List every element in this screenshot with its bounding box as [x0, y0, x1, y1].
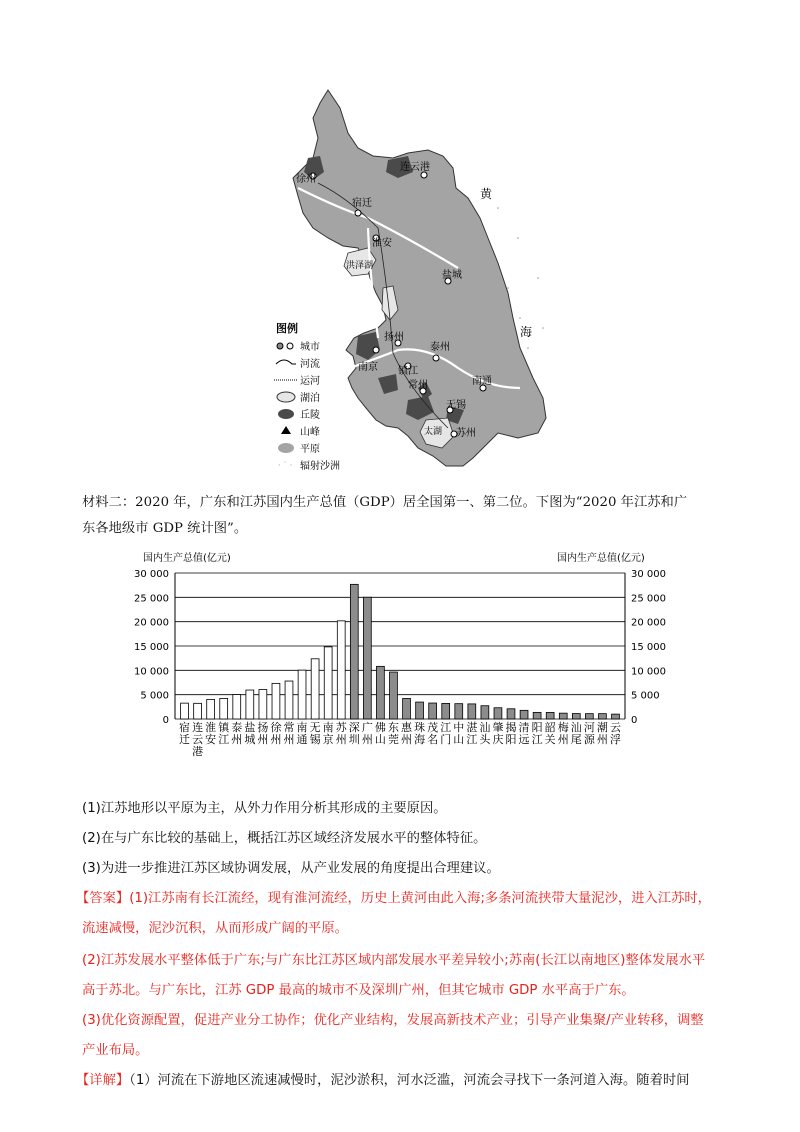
sandbar-legend-icon: · ˙ · — [278, 461, 293, 470]
x-tick-镇江: 镇江 — [218, 721, 230, 746]
legend-peak: 山峰 — [300, 427, 320, 438]
map-label-wuxi: 无锡 — [446, 400, 466, 411]
bar-苏州 — [337, 621, 345, 719]
y-axis-label-left: 国内生产总值(亿元) — [143, 553, 231, 564]
bar-镇江 — [220, 698, 228, 719]
material2-line2: 东各地级市 GDP 统计图”。 — [82, 521, 248, 536]
x-tick-苏州: 苏州 — [335, 721, 347, 746]
bar-深圳 — [350, 584, 358, 719]
bar-泰州 — [233, 695, 241, 719]
map-label-huaian: 淮安 — [372, 238, 392, 249]
bar-常州 — [285, 681, 293, 719]
x-tick-深圳: 深圳 — [348, 721, 360, 746]
x-tick-汕尾: 汕尾 — [570, 721, 582, 746]
chart-grid — [175, 573, 625, 719]
bar-江门 — [442, 703, 450, 719]
x-tick-扬州: 扬州 — [257, 721, 269, 746]
plain-legend-icon — [278, 443, 294, 453]
bar-广州 — [363, 597, 371, 719]
material2-line1: 材料二：2020 年，广东和江苏国内生产总值（GDP）居全国第一、第二位。下图为“2020 年江苏和广 — [82, 495, 688, 510]
x-tick-揭阳: 揭阳 — [505, 721, 517, 746]
map-label-huang: 黄 — [480, 187, 493, 201]
x-tick-清远: 清远 — [518, 721, 530, 746]
bar-东莞 — [390, 672, 398, 719]
bar-佛山 — [376, 666, 384, 719]
answer-tag: 【答案】 — [76, 891, 130, 906]
map-label-suqian: 宿迁 — [352, 198, 372, 209]
lake-legend-icon — [277, 392, 295, 402]
bar-盐城 — [246, 690, 254, 719]
bar-中山 — [455, 704, 463, 719]
y-tick-right: 10 000 — [631, 666, 666, 678]
answer-2-part2: 高于苏北。与广东比，江苏 GDP 最高的城市不及深圳广州，但其它城市 GDP 水平高于广东。 — [82, 983, 635, 998]
x-tick-盐城: 盐城 — [244, 721, 256, 746]
map-label-yancheng: 盐城 — [442, 270, 462, 281]
legend-lake: 湖泊 — [300, 393, 320, 404]
question-3: (3)为进一步推进江苏区域协调发展，从产业发展的角度提出合理建议。 — [82, 861, 500, 876]
map-label-zhenjiang: 镇江 — [398, 366, 418, 377]
x-tick-惠州: 惠州 — [401, 721, 413, 746]
y-tick-left: 10 000 — [134, 666, 169, 678]
city-legend-icon — [277, 343, 283, 349]
map-label-nanjing: 南京 — [358, 362, 378, 373]
x-tick-徐州: 徐州 — [270, 721, 282, 746]
y-tick-right: 5 000 — [631, 690, 660, 702]
x-tick-茂名: 茂名 — [427, 721, 439, 746]
bar-南京 — [324, 647, 332, 719]
bar-清远 — [520, 710, 528, 719]
chart-bars — [181, 584, 620, 719]
x-tick-无锡: 无锡 — [309, 721, 321, 746]
bar-扬州 — [259, 690, 267, 719]
x-tick-南通: 南通 — [296, 721, 308, 746]
x-tick-南京: 南京 — [322, 721, 334, 746]
map-label-taihu: 太湖 — [424, 427, 443, 437]
bar-宿迁 — [181, 703, 189, 719]
x-tick-潮州: 潮州 — [596, 721, 608, 746]
x-tick-韶关: 韶关 — [544, 721, 556, 746]
map-label-hai: 海 — [520, 325, 533, 339]
x-tick-连云港: 连云港 — [192, 721, 204, 758]
y-tick-right: 30 000 — [631, 569, 666, 580]
bar-湛江 — [468, 704, 476, 719]
legend-hill: 丘陵 — [300, 410, 320, 421]
x-tick-阳江: 阳江 — [531, 721, 543, 746]
legend-plain: 平原 — [300, 444, 320, 455]
legend-canal: 运河 — [300, 376, 320, 387]
y-tick-right: 0 — [631, 715, 638, 726]
legend-title: 图例 — [276, 322, 298, 335]
map-label-xuzhou: 徐州 — [296, 174, 316, 185]
bar-肇庆 — [494, 708, 502, 719]
x-tick-常州: 常州 — [283, 721, 295, 746]
bar-梅州 — [559, 713, 567, 719]
legend-river: 河流 — [300, 359, 320, 370]
map-label-changzhou: 常州 — [408, 380, 428, 391]
bar-珠海 — [416, 702, 424, 719]
bar-惠州 — [403, 698, 411, 719]
y-axis-label-right: 国内生产总值(亿元) — [557, 553, 645, 564]
gdp-bar-chart — [125, 550, 675, 780]
bar-河源 — [585, 714, 593, 719]
x-tick-佛山: 佛山 — [374, 721, 386, 746]
map-label-hongze: 洪泽湖 — [346, 261, 374, 271]
x-tick-湛江: 湛江 — [466, 721, 478, 746]
detail-text: （1）河流在下游地区流速减慢时，泥沙淤积，河水泛滥，河流会寻找下一条河道入海。随着时间 — [129, 1073, 690, 1088]
x-tick-肇庆: 肇庆 — [492, 721, 504, 746]
peak-legend-icon — [281, 426, 291, 434]
answer-3-part2: 产业布局。 — [82, 1043, 149, 1058]
bar-潮州 — [598, 714, 606, 719]
bar-阳江 — [533, 712, 541, 719]
bar-揭阳 — [507, 709, 515, 719]
bar-云浮 — [612, 714, 620, 719]
y-tick-right: 15 000 — [631, 642, 666, 653]
x-tick-淮安: 淮安 — [205, 721, 217, 746]
map-label-suzhou: 苏州 — [456, 428, 476, 439]
river-legend-icon — [276, 360, 296, 364]
answer-1-part2: 流速减慢，泥沙沉积，从而形成广阔的平原。 — [82, 921, 348, 936]
bar-徐州 — [272, 683, 280, 719]
map-legend — [274, 321, 340, 472]
legend-sandbar: 辐射沙洲 — [300, 461, 340, 472]
answer-line-1 — [76, 886, 726, 912]
bar-韶关 — [546, 712, 554, 719]
x-tick-宿迁: 宿迁 — [179, 721, 191, 746]
y-tick-right: 20 000 — [631, 617, 666, 629]
bar-茂名 — [429, 703, 437, 719]
bar-汕头 — [481, 706, 489, 719]
y-tick-left: 20 000 — [134, 617, 169, 629]
y-tick-right: 25 000 — [631, 593, 666, 605]
map-label-yangzhou: 扬州 — [384, 332, 404, 343]
y-tick-left: 5 000 — [140, 690, 169, 702]
bar-汕尾 — [572, 714, 580, 719]
x-tick-梅州: 梅州 — [557, 721, 569, 746]
question-2: (2)在与广东比较的基础上，概括江苏区域经济发展水平的整体特征。 — [82, 831, 487, 846]
y-tick-left: 0 — [162, 715, 169, 726]
y-tick-left: 25 000 — [134, 593, 169, 605]
jiangsu-map — [258, 88, 558, 473]
chart-x-labels — [179, 720, 621, 758]
y-tick-left: 15 000 — [134, 642, 169, 653]
x-tick-中山: 中山 — [453, 721, 465, 746]
map-label-nantong: 南通 — [472, 376, 492, 387]
bar-淮安 — [207, 699, 215, 719]
bar-无锡 — [311, 659, 319, 719]
hill-legend-icon — [278, 409, 294, 419]
x-tick-云浮: 云浮 — [609, 721, 621, 746]
x-tick-汕头: 汕头 — [479, 721, 491, 746]
x-tick-东莞: 东莞 — [387, 721, 399, 746]
x-tick-河源: 河源 — [583, 721, 595, 746]
question-1: (1)江苏地形以平原为主，从外力作用分析其形成的主要原因。 — [82, 801, 447, 816]
answer-3-part1: (3)优化资源配置，促进产业分工协作；优化产业结构，发展高新技术产业；引导产业集聚/产业转移，调整 — [82, 1013, 704, 1028]
x-tick-珠海: 珠海 — [414, 721, 426, 746]
detail-line — [76, 1068, 726, 1094]
y-tick-left: 30 000 — [134, 569, 169, 580]
detail-tag: 【详解】 — [76, 1073, 130, 1088]
x-tick-广州: 广州 — [361, 721, 373, 746]
bar-南通 — [298, 670, 306, 719]
x-tick-泰州: 泰州 — [231, 721, 243, 746]
answer-1-part1: (1)江苏南有长江流经，现有淮河流经，历史上黄河由此入海;多条河流挟带大量泥沙，进入江苏时， — [129, 891, 711, 906]
map-label-taizhou: 泰州 — [430, 342, 450, 353]
legend-city: 城市 — [300, 342, 320, 353]
x-tick-江门: 江门 — [440, 721, 452, 746]
map-label-lianyungang: 连云港 — [400, 162, 430, 173]
bar-连云港 — [194, 703, 202, 719]
answer-2-part1: (2)江苏发展水平整体低于广东;与广东比江苏区域内部发展水平差异较小;苏南(长江以南地区)整体发展水平 — [82, 953, 706, 968]
